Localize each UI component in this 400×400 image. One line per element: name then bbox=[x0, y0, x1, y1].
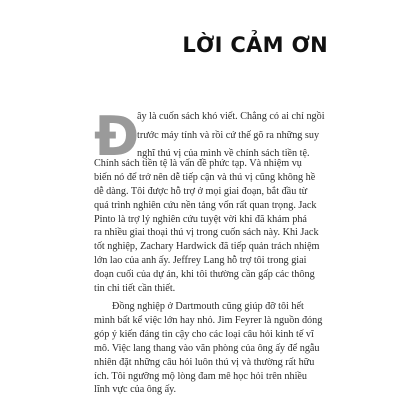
paragraph-1-line-13: tin chi tiết cần thiết. bbox=[94, 283, 176, 294]
paragraph-1-line-9: ra nhiều giai thoại thú vị trong cuốn sách này. Khi Jack bbox=[94, 227, 319, 238]
paragraph-1-line-11: lớn lao của anh ấy. Jeffrey Lang hỗ trợ tôi trong giai bbox=[94, 255, 307, 266]
paragraph-2-line-4: mô. Việc lang thang vào văn phòng của ông ấy để ngẫu bbox=[94, 343, 320, 354]
paragraph-1-line-10: tốt nghiệp, Zachary Hardwick đã tiếp quản trách nhiệm bbox=[94, 241, 320, 252]
paragraph-2-line-2: mình bất kể việc lớn hay nhỏ. Jim Feyrer là nguồn đóng bbox=[94, 315, 323, 326]
paragraph-2-line-5: nhiên đặt những câu hỏi luôn thú vị và thường rất hữu bbox=[94, 357, 315, 368]
paragraph-2-line-3: góp ý kiến đáng tin cậy cho các loại câu hỏi kinh tế vĩ bbox=[94, 329, 314, 340]
paragraph-2-line-1: Đồng nghiệp ở Dartmouth cũng giúp đỡ tôi hết bbox=[112, 301, 304, 312]
drop-cap: Đ bbox=[94, 105, 140, 168]
paragraph-1-line-2: trước máy tính và rồi cứ thế gõ ra những suy bbox=[137, 130, 320, 141]
paragraph-1-line-8: Pinto là trợ lý nghiên cứu tuyệt vời khi đã khám phá bbox=[94, 214, 307, 225]
paragraph-1-line-3: nghĩ thú vị của mình về chính sách tiền tệ. bbox=[137, 148, 310, 159]
paragraph-1-line-4: Chính sách tiền tệ là vấn đề phức tạp. Và nhiệm vụ bbox=[94, 158, 302, 169]
paragraph-1-line-6: dễ dàng. Tôi được hỗ trợ ở mọi giai đoạn, bắt đầu từ bbox=[94, 186, 308, 197]
chapter-title: LỜI CẢM ƠN bbox=[182, 33, 328, 57]
paragraph-2-line-7: lĩnh vực của ông ấy. bbox=[94, 384, 177, 395]
paragraph-2-line-6: ích. Tôi ngưỡng mộ lòng đam mê học hỏi trên nhiều bbox=[94, 371, 308, 382]
paragraph-1-line-12: đoạn cuối của dự án, khi tôi thường cần gấp các thông bbox=[94, 269, 315, 280]
paragraph-1-line-1: ây là cuốn sách khó viết. Chẳng có ai chỉ ngồi bbox=[137, 111, 325, 122]
paragraph-1-line-5: biến nó để trở nên dễ tiếp cận và thú vị cũng không hề bbox=[94, 172, 316, 183]
paragraph-1-line-7: quá trình nghiên cứu nền tảng vốn rất quan trọng. Jack bbox=[94, 200, 317, 211]
